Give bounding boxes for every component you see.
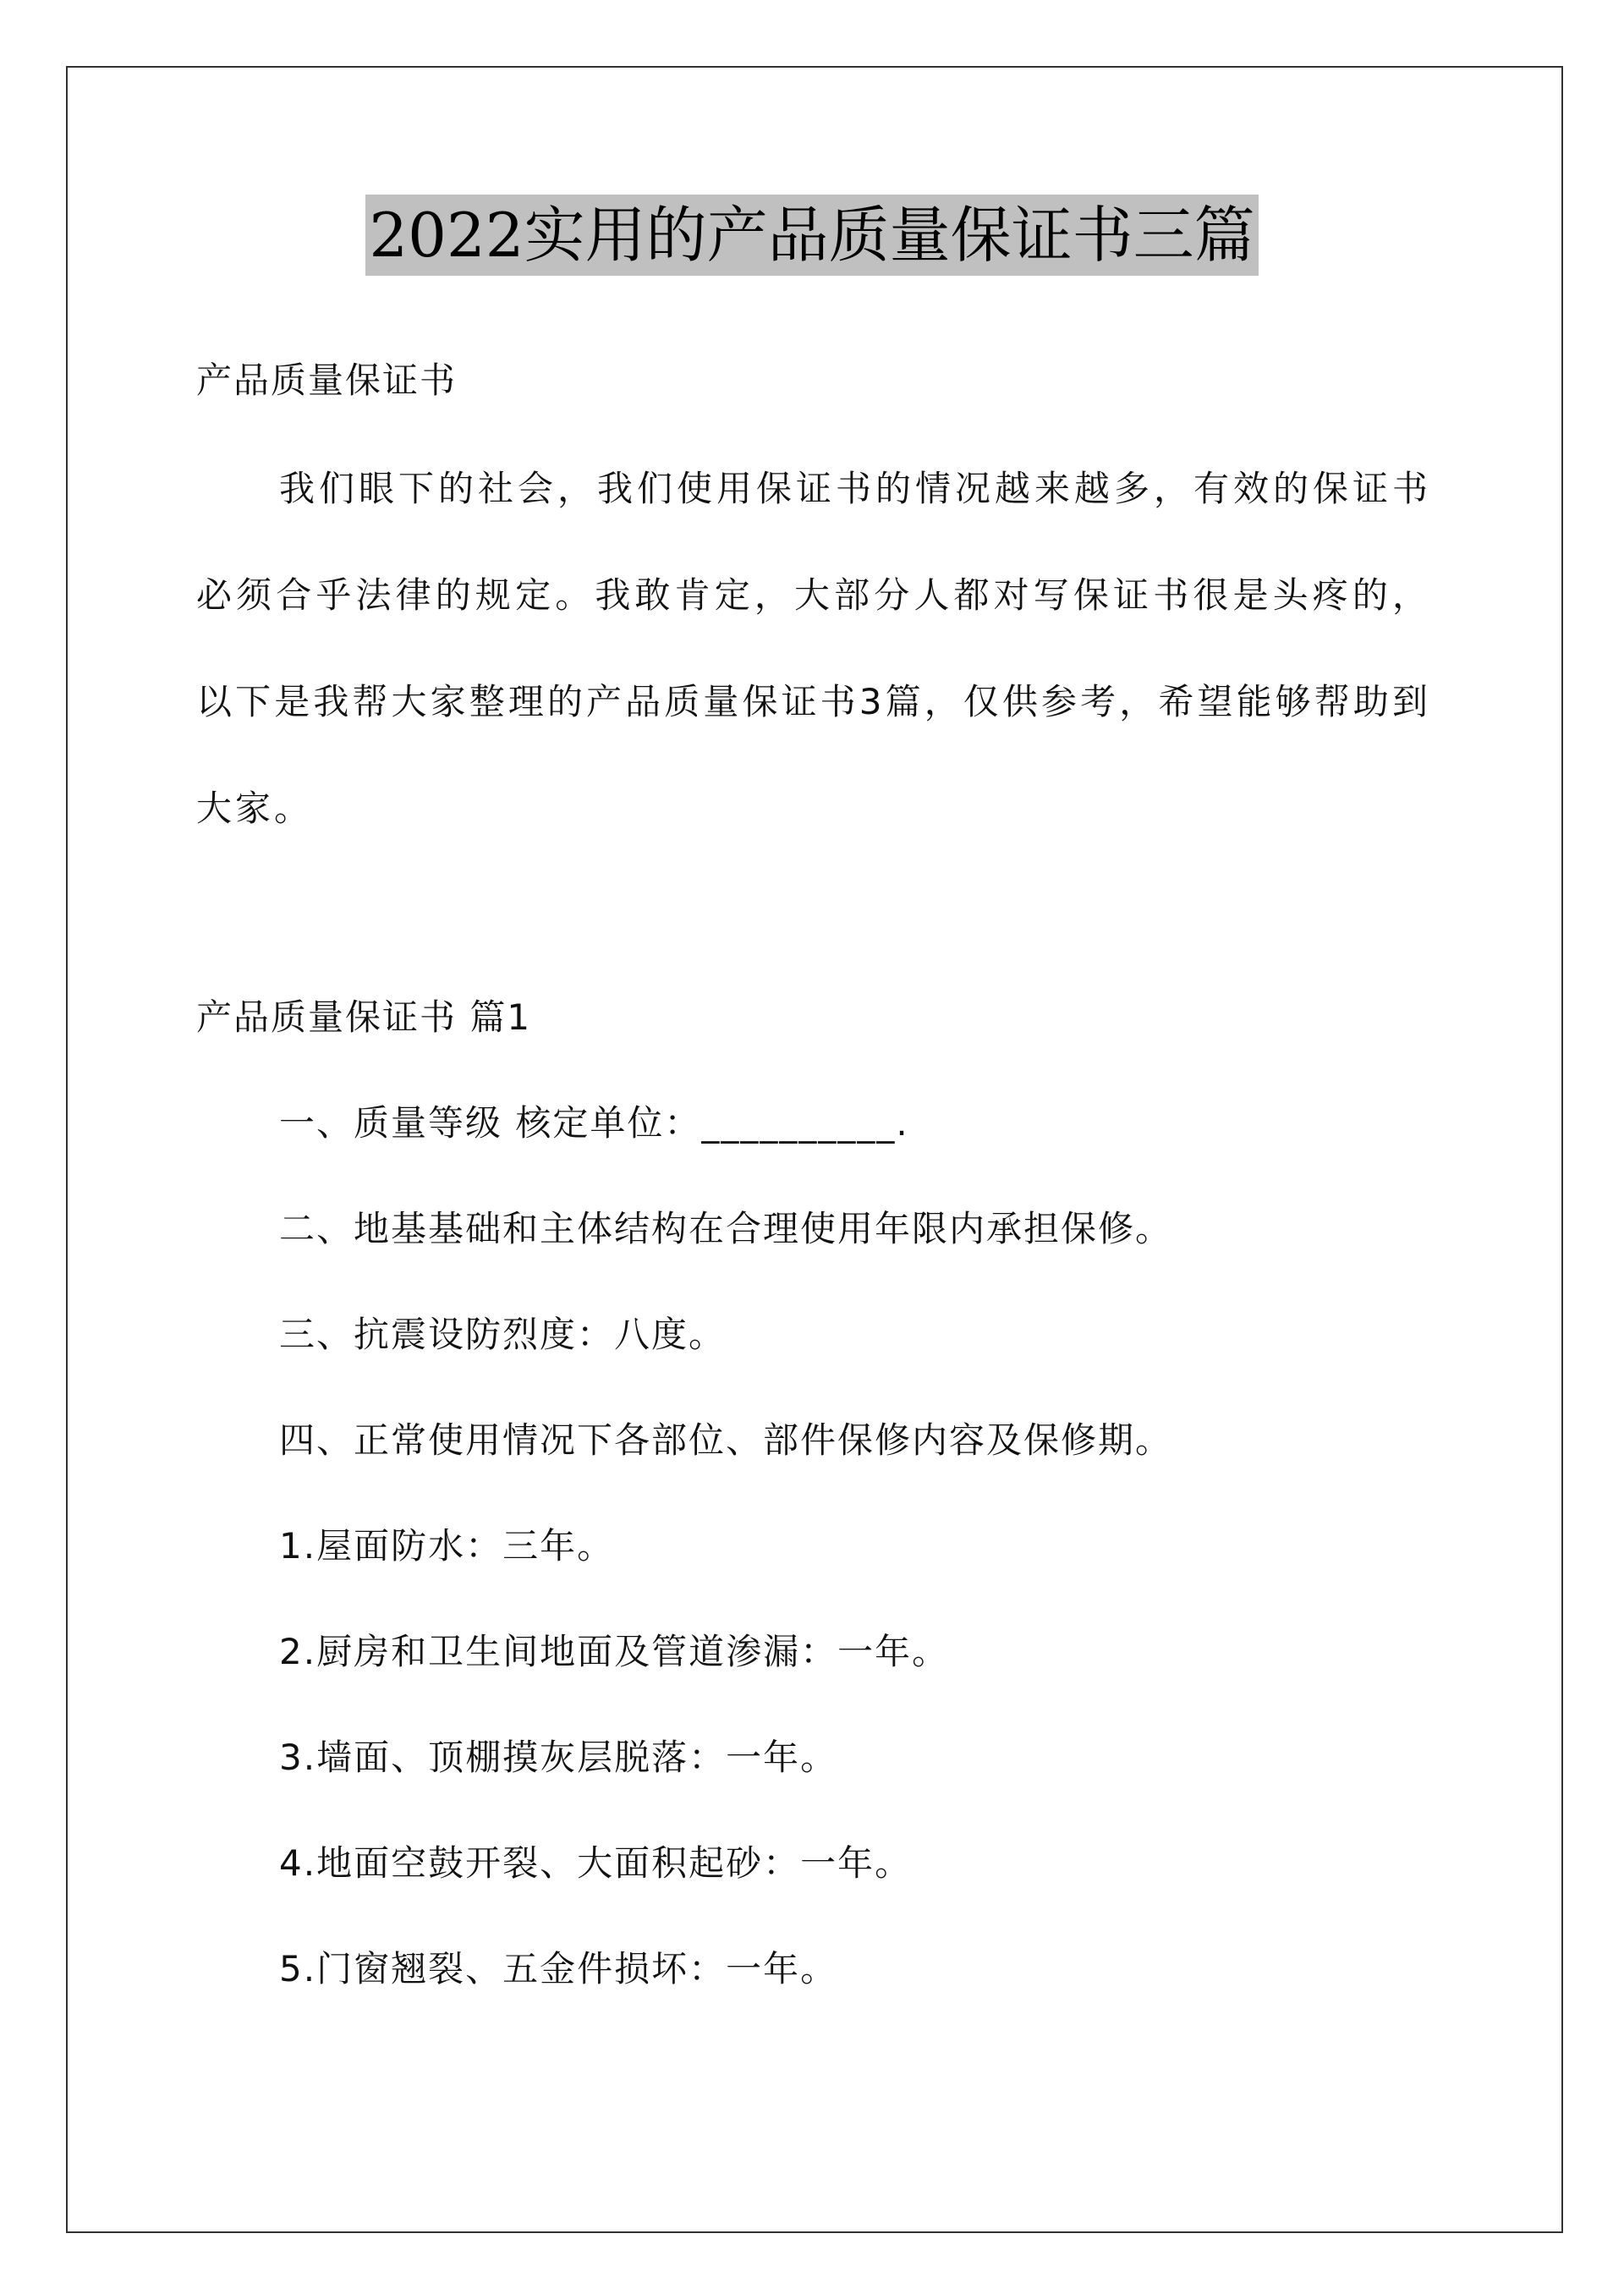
list-item: 4.地面空鼓开裂、大面积起砂：一年。 [279,1842,913,1884]
document-title: 2022实用的产品质量保证书三篇 [365,195,1258,276]
intro-paragraph: 我们眼下的社会，我们使用保证书的情况越来越多，有效的保证书必须合乎法律的规定。我敢肯定，大部分人都对写保证书很是头疼的，以下是我帮大家整理的产品质量保证书3篇，仅供参考，希望能够帮助到大家。 [196,468,1431,829]
list-item: 三、抗震设防烈度：八度。 [279,1314,727,1355]
list-item: 1.屋面防水：三年。 [279,1525,615,1567]
title-container [0,195,1624,276]
list-item: 2.厨房和卫生间地面及管道渗漏：一年。 [279,1631,950,1672]
list-item: 二、地基基础和主体结构在合理使用年限内承担保修。 [279,1208,1173,1249]
list-item: 5.门窗翘裂、五金件损坏：一年。 [279,1948,838,1989]
list-item: 四、正常使用情况下各部位、部件保修内容及保修期。 [279,1419,1173,1461]
list-item: 3.墙面、顶棚摸灰层脱落：一年。 [279,1737,838,1778]
list-item: 一、质量等级 核定单位：__________. [279,1102,909,1144]
section-heading: 产品质量保证书 [196,359,458,401]
part1-heading: 产品质量保证书 篇1 [196,996,532,1038]
